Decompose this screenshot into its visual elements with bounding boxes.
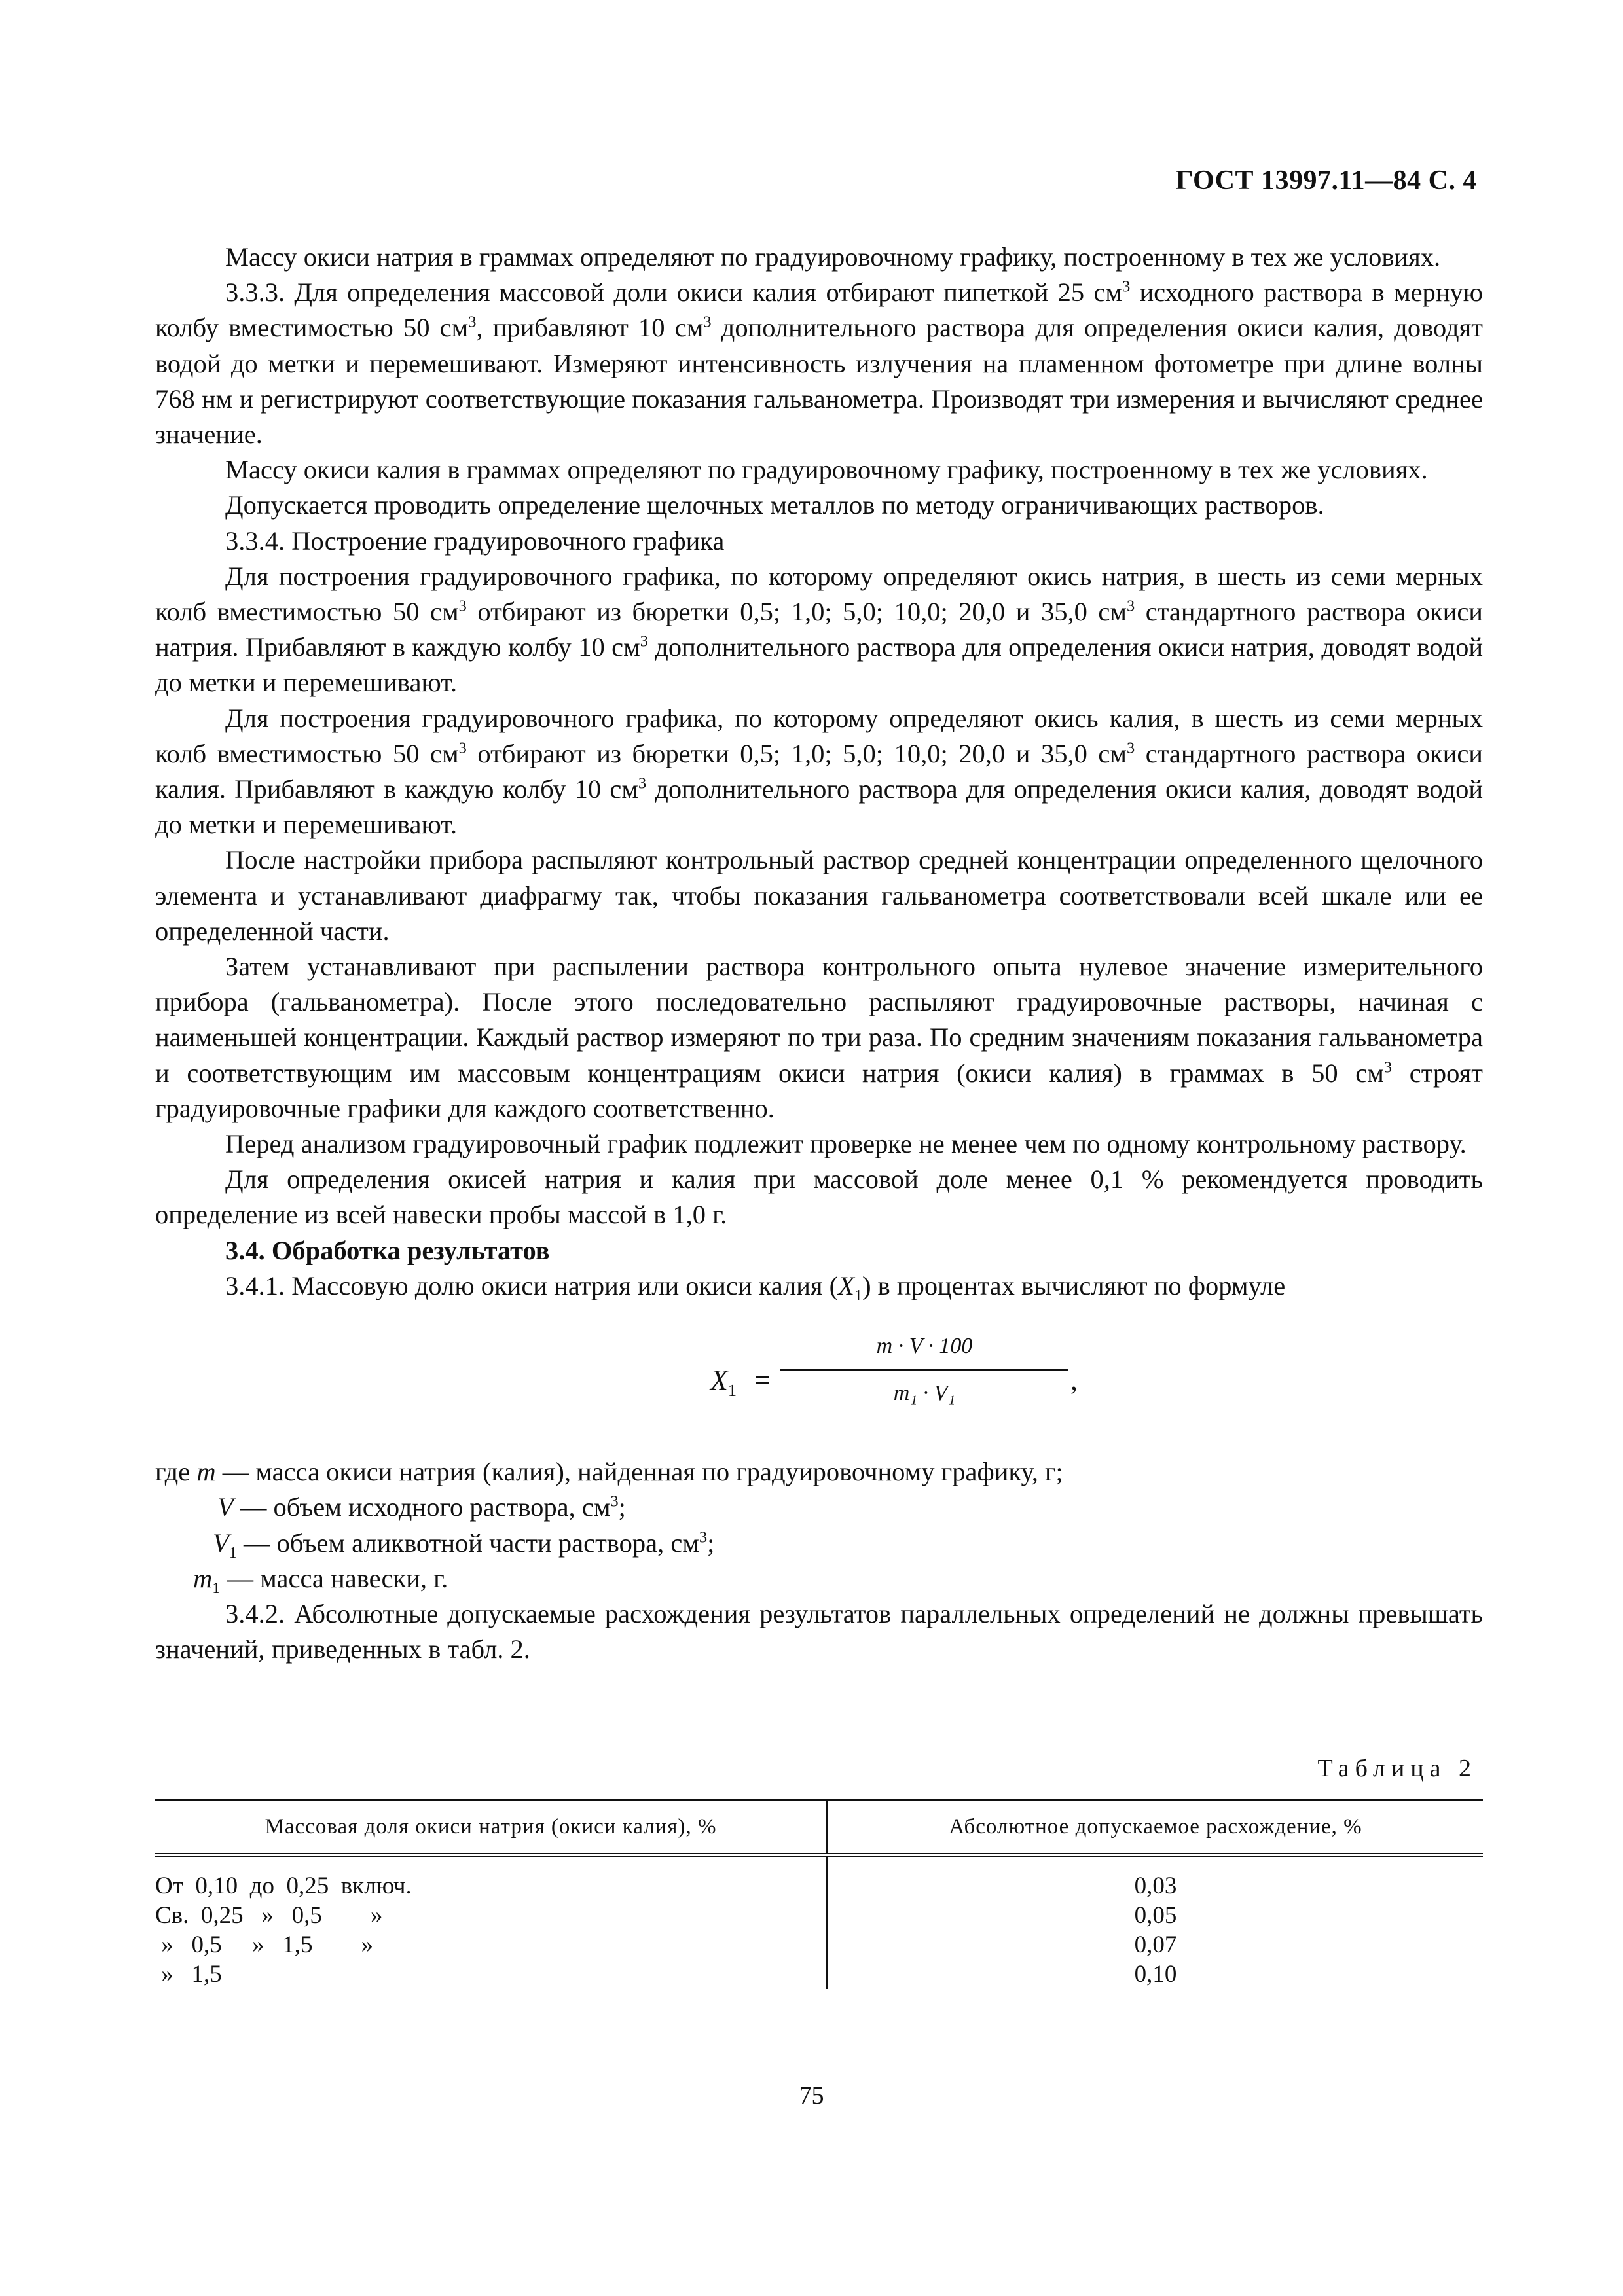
legend-row-m1: $m_1$ — масса навески, г. xyxy=(193,1563,448,1597)
table-cell-tolerance: 0,03 xyxy=(1134,1873,1177,1899)
table-cell-range: » 1,5 xyxy=(155,1960,828,1989)
table-row xyxy=(155,1960,1483,1989)
paragraph: Допускается проводить определение щелочных металлов по методу ограничивающих растворов. xyxy=(225,490,1324,520)
paragraph-potassium-graph: Для построения градуировочного графика, по которому определяют окись калия, в шесть из семи мерных колб вместимостью 50 $см^3$ отбирают из бюретки 0,5; 1,0; 5,0; 10,0; 20,0 и 35,0 $см^3$ стандартного раствора окиси калия. Прибавляют в каждую колбу 10 $см^3$ дополнительного раствора для определения окиси калия, доводят водой до метки и перемешивают. xyxy=(155,703,1483,840)
table-cell-tolerance: 0,10 xyxy=(1134,1961,1177,1988)
document-body xyxy=(155,240,1483,1667)
page-number: 75 xyxy=(799,2082,824,2109)
paragraph: Массу окиси натрия в граммах определяют по градуировочному графику, построенному в тех же условиях. xyxy=(225,242,1441,272)
table-header-mass-fraction: Массовая доля окиси натрия (окиси калия), % xyxy=(155,1800,828,1856)
formula-denominator: m₁ · V₁ xyxy=(893,1381,956,1406)
table-row xyxy=(155,1930,1483,1960)
paragraph-3-4-1: 3.4.1. Массовую долю окиси натрия или окиси калия $(X_1)$ в процентах вычисляют по формуле xyxy=(225,1270,1286,1304)
paragraph-3-3-3: 3.3.3. Для определения массовой доли окиси калия отбирают пипеткой 25 $см^3$ исходного раствора в мерную колбу вместимостью 50 $см^3$, прибавляют 10 $см^3$ дополнительного раствора для определения окиси калия, доводят водой до метки и перемешивают. Измеряют интенсивность излучения на пламенном фотометре при длине волны 768 нм и регистрируют соответствующие показания гальванометра. Производят три измерения и вычисляют среднее значение. xyxy=(155,278,1483,450)
paragraph-3-4-2: 3.4.2. Абсолютные допускаемые расхождения результатов параллельных определений не должны превышать значений, приведенных в табл. 2. xyxy=(155,1598,1483,1664)
table-header-row xyxy=(155,1800,1483,1856)
table-cell-range: » 0,5 » 1,5 » xyxy=(155,1930,828,1960)
paragraph: После настройки прибора распыляют контрольный раствор средней концентрации определенного щелочного элемента и устанавливают диафрагму так, чтобы показания гальванометра соответствовали всей шкале или ее определенной части. xyxy=(155,845,1483,946)
legend-row-m: где m — масса окиси натрия (калия), найденная по градуировочному графику, г; xyxy=(155,1457,1063,1487)
paragraph: Для определения окисей натрия и калия при массовой доле менее 0,1 % рекомендуется проводить определение из всей навески пробы массой в 1,0 г. xyxy=(155,1164,1483,1230)
table-header-tolerance: Абсолютное допускаемое расхождение, % xyxy=(828,1800,1484,1856)
table-cell-range: От 0,10 до 0,25 включ. xyxy=(155,1855,828,1901)
paragraph: Массу окиси калия в граммах определяют по градуировочному графику, построенному в тех же условиях. xyxy=(225,455,1428,485)
table-cell-tolerance: 0,07 xyxy=(1134,1931,1177,1958)
formula-legend xyxy=(155,1454,1483,1596)
formula-fraction xyxy=(780,1329,1068,1411)
formula-comma: , xyxy=(1070,1364,1078,1397)
formula-numerator: m · V · 100 xyxy=(780,1329,1068,1371)
formula xyxy=(155,1316,1483,1446)
table-cell-range: Св. 0,25 » 0,5 » xyxy=(155,1901,828,1930)
section-heading-3-4: 3.4. Обработка результатов xyxy=(225,1235,550,1265)
tolerance-table xyxy=(155,1799,1483,1989)
table-cell-tolerance: 0,05 xyxy=(1134,1902,1177,1929)
formula-equals: = xyxy=(754,1364,771,1397)
paragraph: Перед анализом градуировочный график подлежит проверке не менее чем по одному контрольному раствору. xyxy=(225,1129,1467,1159)
formula-lhs: $X_1$ xyxy=(710,1364,737,1400)
table-row xyxy=(155,1855,1483,1901)
paragraph: Затем устанавливают при распылении раствора контрольного опыта нулевое значение измерительного прибора (гальванометра). После этого последовательно распыляют градуировочные растворы, начиная с наименьшей концентрации. Каждый раствор измеряют по три раза. По средним значениям показания гальванометра и соответствующим им массовым концентрациям окиси натрия (окиси калия) в граммах в 50 $см^3$ строят градуировочные графики для каждого соответственно. xyxy=(155,952,1483,1123)
section-heading-3-3-4: 3.3.4. Построение градуировочного графика xyxy=(225,526,725,556)
paragraph-sodium-graph: Для построения градуировочного графика, по которому определяют окись натрия, в шесть из семи мерных колб вместимостью 50 $см^3$ отбирают из бюретки 0,5; 1,0; 5,0; 10,0; 20,0 и 35,0 $см^3$ стандартного раствора окиси натрия. Прибавляют в каждую колбу 10 $см^3$ дополнительного раствора для определения окиси натрия, доводят водой до метки и перемешивают. xyxy=(155,561,1483,698)
table-title: Таблица 2 xyxy=(1317,1755,1477,1782)
legend-row-v1: $V_1$ — объем аликвотной части раствора, $см^3$; xyxy=(213,1528,715,1562)
document-header: ГОСТ 13997.11—84 С. 4 xyxy=(1175,166,1477,196)
table-row xyxy=(155,1901,1483,1930)
legend-row-v: V — объем исходного раствора, $см^3$; xyxy=(217,1492,626,1522)
